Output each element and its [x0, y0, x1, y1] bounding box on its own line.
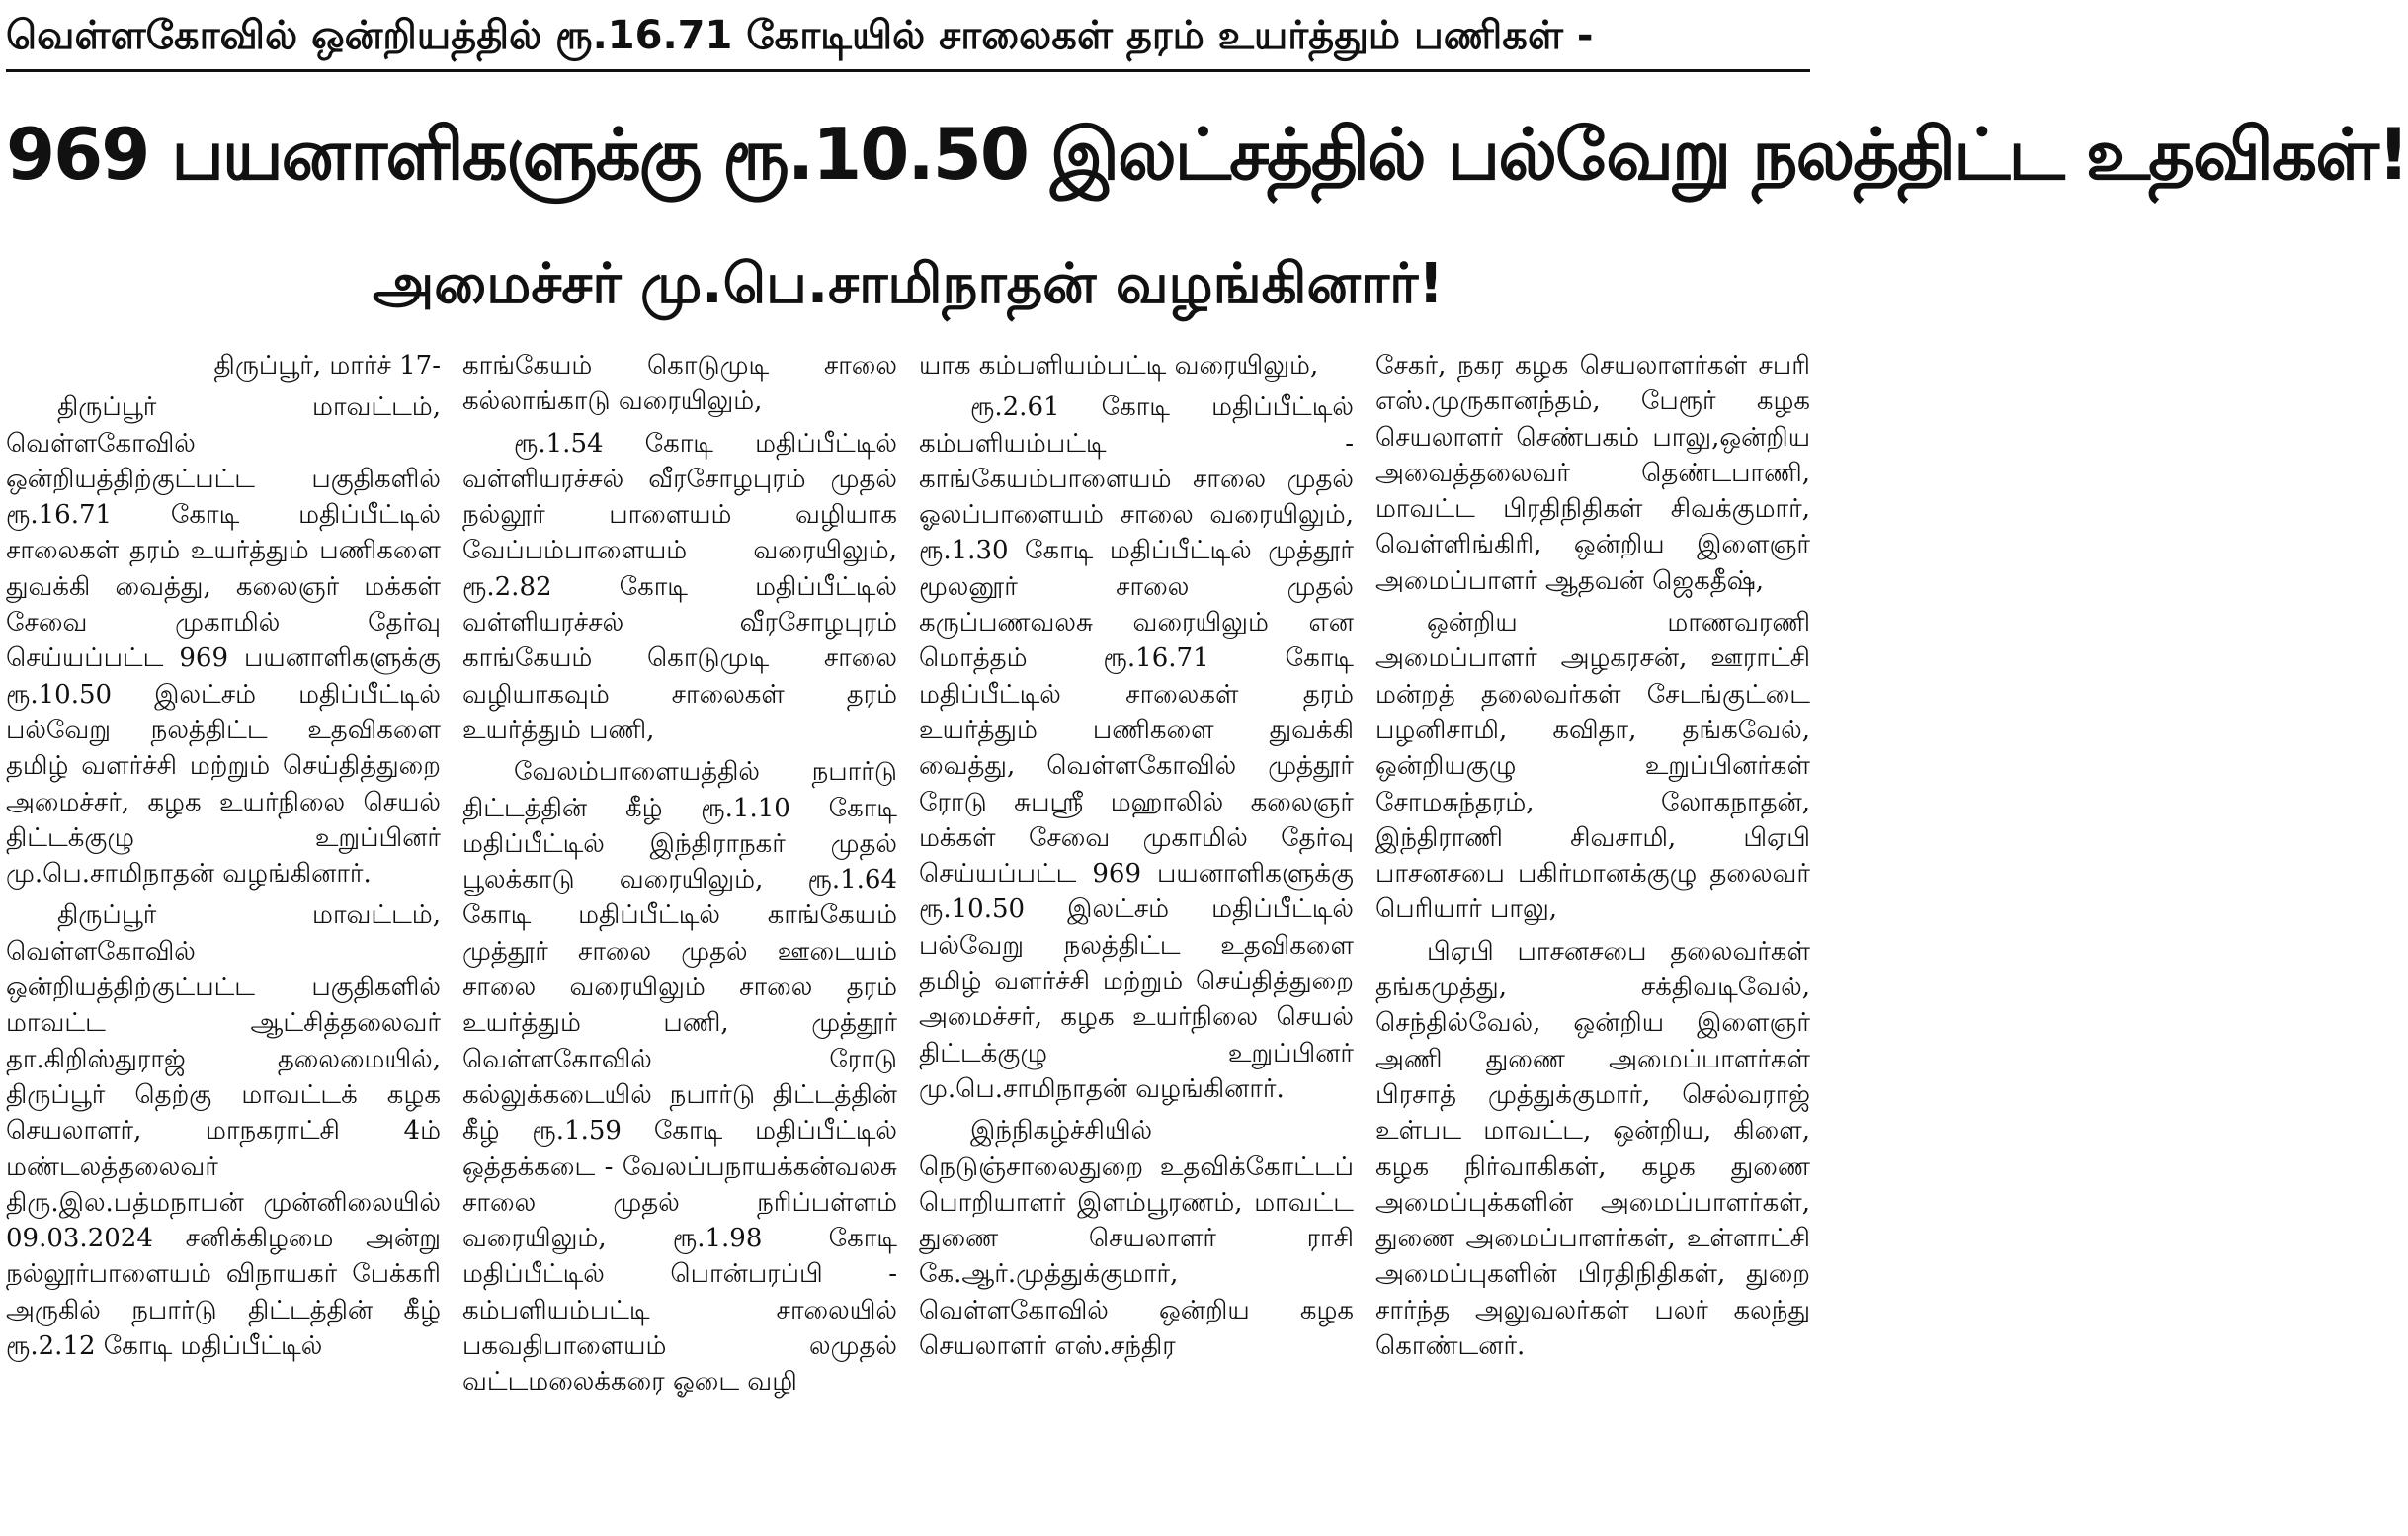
article-column-3 [919, 348, 1354, 1534]
article-column-1 [6, 348, 441, 1534]
paragraph: வேலம்பாளையத்தில் நபார்டு திட்டத்தின் கீழ் ரூ.1.10 கோடி மதிப்பீட்டில் இந்திராநகர் முதல் பூலக்காடு வரையிலும், ரூ.1.64 கோடி மதிப்பீட்டில் காங்கேயம் முத்தூர் சாலை முதல் ஊடையம் சாலை வரையிலும் சாலை தரம் உயர்த்தும் பணி, முத்தூர் வெள்ளகோவில் ரோடு கல்லுக்கடையில் நபார்டு திட்டத்தின் கீழ் ரூ.1.59 கோடி மதிப்பீட்டில் ஒத்தக்கடை - வேலப்பநாயக்கன்வலசு சாலை முதல் நரிப்பள்ளம் வரையிலும், ரூ.1.98 கோடி மதிப்பீட்டில் பொன்பரப்பி - கம்பளியம்பட்டி சாலையில் பகவதிபாளையம் லமுதல் வட்டமலைக்கரை ஓடை வழி [462, 757, 897, 1398]
paragraph: ரூ.2.61 கோடி மதிப்பீட்டில் கம்பளியம்பட்டி - காங்கேயம்பாளையம் சாலை முதல் ஓலப்பாளையம் சாலை வரையிலும், ரூ.1.30 கோடி மதிப்பீட்டில் முத்தூர் மூலனூர் சாலை முதல் கருப்பணவலசு வரையிலும் என மொத்தம் ரூ.16.71 கோடி மதிப்பீட்டில் சாலைகள் தரம் உயர்த்தும் பணிகளை துவக்கி வைத்து, வெள்ளகோவில் முத்தூர் ரோடு சுபஸ்ரீ மஹாலில் கலைஞர் மக்கள் சேவை முகாமில் தேர்வு செய்யப்பட்ட 969 பயனாளிகளுக்கு ரூ.10.50 இலட்சம் மதிப்பீட்டில் பல்வேறு நலத்திட்ட உதவிகளை தமிழ் வளர்ச்சி மற்றும் செய்தித்துறை அமைச்சர், கழக உயர்நிலை செயல் திட்டக்குழு உறுப்பினர் மு.பெ.சாமிநாதன் வழங்கினார். [919, 392, 1354, 1104]
paragraph: ரூ.1.54 கோடி மதிப்பீட்டில் வள்ளியரச்சல் வீரசோழபுரம் முதல் நல்லூர் பாளையம் வழியாக வேப்பம்பாளையம் வரையிலும், ரூ.2.82 கோடி மதிப்பீட்டில் வள்ளியரச்சல் வீரசோழபுரம் காங்கேயம் கொடுமுடி சாலை வழியாகவும் சாலைகள் தரம் உயர்த்தும் பணி, [462, 428, 897, 745]
paragraph: யாக கம்பளியம்பட்டி வரையிலும், [919, 351, 1319, 381]
article-body [6, 348, 1810, 1534]
kicker-headline: வெள்ளகோவில் ஒன்றியத்தில் ரூ.16.71 கோடியில் சாலைகள் தரம் உயர்த்தும் பணிகள் - [6, 13, 1594, 58]
paragraph: ஒன்றிய மாணவரணி அமைப்பாளர் அழகரசன், ஊராட்சி மன்றத் தலைவர்கள் சேடங்குட்டை பழனிசாமி, கவிதா, தங்கவேல், ஒன்றியகுழு உறுப்பினர்கள் சோமசுந்தரம், லோகநாதன், இந்திராணி சிவசாமி, பிஏபி பாசனசபை பகிர்மானக்குழு தலைவர் பெரியார் பாலு, [1375, 608, 1810, 925]
paragraph: பிஏபி பாசனசபை தலைவர்கள் தங்கமுத்து, சக்திவடிவேல், செந்தில்வேல், ஒன்றிய இளைஞர் அணி துணை அமைப்பாளர்கள் பிரசாத் முத்துக்குமார், செல்வராஜ் உள்பட மாவட்ட, ஒன்றிய, கிளை, கழக நிர்வாகிகள், கழக துணை அமைப்புக்களின் அமைப்பாளர்கள், துணை அமைப்பாளர்கள், உள்ளாட்சி அமைப்புகளின் பிரதிநிதிகள், துறை சார்ந்த அலுவலர்கள் பலர் கலந்து கொண்டனர். [1375, 936, 1810, 1362]
sub-headline: அமைச்சர் மு.பெ.சாமிநாதன் வழங்கினார்! [373, 252, 1444, 316]
paragraph: சேகர், நகர கழக செயலாளர்கள் சபரி எஸ்.முருகானந்தம், பேரூர் கழக செயலாளர் செண்பகம் பாலு,ஒன்றிய அவைத்தலைவர் தெண்டபாணி, மாவட்ட பிரதிநிதிகள் சிவக்குமார், வெள்ளிங்கிரி, ஒன்றிய இளைஞர் அமைப்பாளர் ஆதவன் ஜெகதீஷ், [1375, 351, 1810, 596]
paragraph: இந்நிகழ்ச்சியில் நெடுஞ்சாலைதுறை உதவிக்கோட்டப் பொறியாளர் இளம்பூரணம், மாவட்ட துணை செயலாளர் ராசி கே.ஆர்.முத்துக்குமார், வெள்ளகோவில் ஒன்றிய கழக செயலாளர் எஸ்.சந்திர [919, 1116, 1354, 1362]
paragraph: திருப்பூர் மாவட்டம், வெள்ளகோவில் ஒன்றியத்திற்குட்பட்ட பகுதிகளில் ரூ.16.71 கோடி மதிப்பீட்டில் சாலைகள் தரம் உயர்த்தும் பணிகளை துவக்கி வைத்து, கலைஞர் மக்கள் சேவை முகாமில் தேர்வு செய்யப்பட்ட 969 பயனாளிகளுக்கு ரூ.10.50 இலட்சம் மதிப்பீட்டில் பல்வேறு நலத்திட்ட உதவிகளை தமிழ் வளர்ச்சி மற்றும் செய்தித்துறை அமைச்சர், கழக உயர்நிலை செயல் திட்டக்குழு உறுப்பினர் மு.பெ.சாமிநாதன் வழங்கினார். [6, 392, 441, 890]
main-headline: 969 பயனாளிகளுக்கு ரூ.10.50 இலட்சத்தில் பல்வேறு நலத்திட்ட உதவிகள்! [6, 113, 2408, 196]
article-column-2 [462, 348, 897, 1534]
dateline: திருப்பூர், மார்ச் 17- [213, 351, 441, 381]
paragraph: காங்கேயம் கொடுமுடி சாலை கல்லாங்காடு வரையிலும், [462, 351, 897, 417]
paragraph: திருப்பூர் மாவட்டம், வெள்ளகோவில் ஒன்றியத்திற்குட்பட்ட பகுதிகளில் மாவட்ட ஆட்சித்தலைவர் தா.கிறிஸ்துராஜ் தலைமையில், திருப்பூர் தெற்கு மாவட்டக் கழக செயலாளர், மாநகராட்சி 4ம் மண்டலத்தலைவர் திரு.இல.பத்மநாபன் முன்னிலையில் 09.03.2024 சனிக்கிழமை அன்று நல்லூர்பாளையம் விநாயகர் பேக்கரி அருகில் நபார்டு திட்டத்தின் கீழ் ரூ.2.12 கோடி மதிப்பீட்டில் [6, 900, 441, 1362]
article-column-4 [1375, 348, 1810, 1534]
divider-rule [6, 69, 1810, 72]
